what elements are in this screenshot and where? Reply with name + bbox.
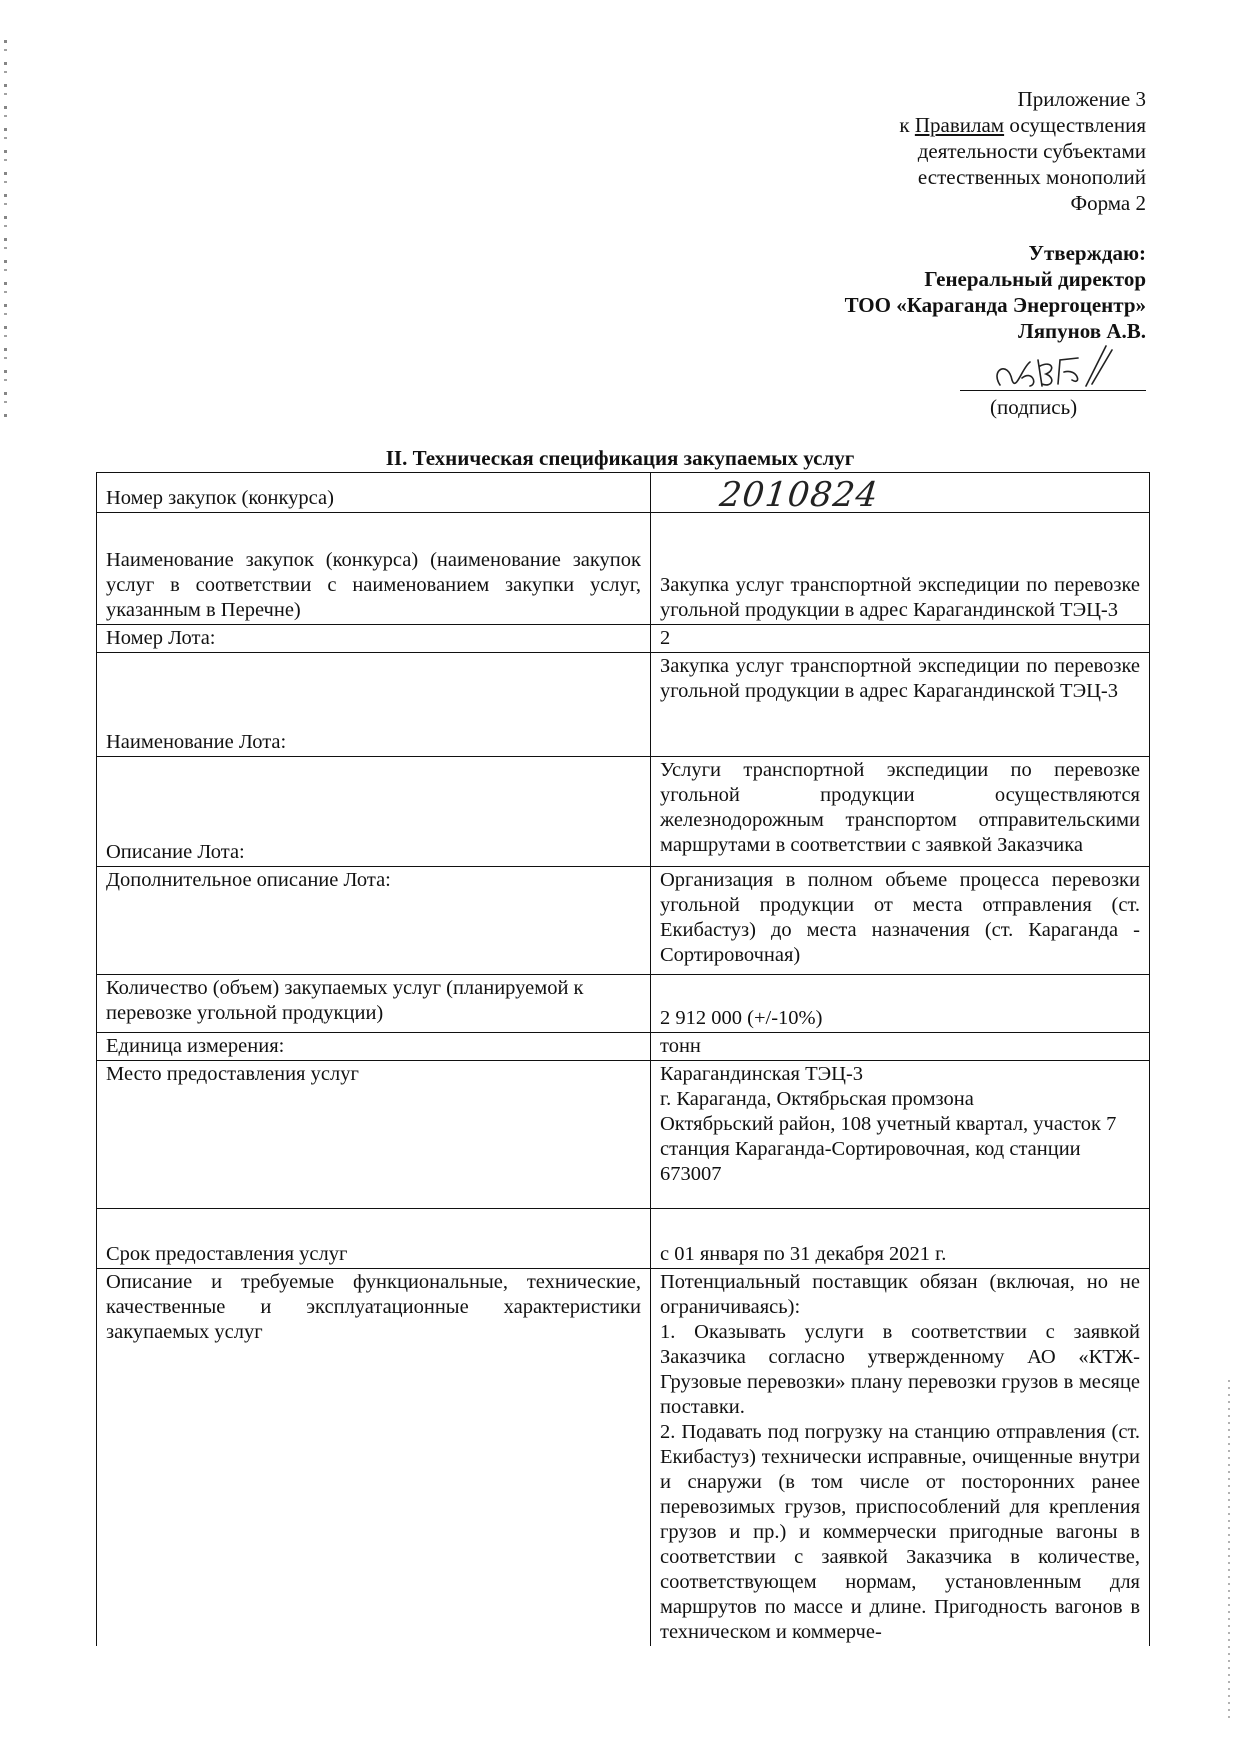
specification-table (96, 472, 1150, 1646)
table-row (97, 473, 1150, 513)
table-row (97, 1061, 1150, 1209)
approver-position: Генеральный директор (924, 267, 1146, 291)
appendix-line-5: Форма 2 (1070, 191, 1146, 215)
location-line: г. Караганда, Октябрьская промзона (660, 1088, 974, 1110)
row-label: Единица измерения: (97, 1033, 651, 1061)
appendix-header (899, 86, 1146, 216)
row-value: Закупка услуг транспортной экспедиции по перевозке угольной продукции в адрес Карагандинской ТЭЦ-3 (651, 653, 1150, 757)
location-line: Карагандинская ТЭЦ-3 (660, 1063, 864, 1085)
row-label: Наименование Лота: (97, 653, 651, 757)
approval-block (845, 240, 1146, 344)
row-label: Описание и требуемые функциональные, технические, качественные и эксплуатационные характеристики закупаемых услуг (97, 1269, 651, 1647)
row-value: Закупка услуг транспортной экспедиции по перевозке угольной продукции в адрес Карагандинской ТЭЦ-3 (651, 513, 1150, 625)
appendix-line-4: естественных монополий (917, 165, 1146, 189)
requirements-paragraph: Потенциальный поставщик обязан (включая, но не ограничиваясь): (660, 1271, 1140, 1318)
table-row (97, 625, 1150, 653)
signature-area (960, 340, 1150, 430)
table-row (97, 1209, 1150, 1269)
requirements-paragraph: 1. Оказывать услуги в соответствии с заявкой Заказчика согласно утвержденному АО «КТЖ-Грузовые перевозки» плану перевозки грузов в месяце поставки. (660, 1321, 1140, 1418)
approver-name: Ляпунов А.В. (1018, 319, 1146, 343)
handwritten-number: 2010824 (717, 475, 881, 515)
scan-edge-artifact-right (1228, 1380, 1230, 1720)
row-label: Срок предоставления услуг (97, 1209, 651, 1269)
row-value (651, 473, 1150, 513)
approve-heading: Утверждаю: (1028, 241, 1146, 265)
row-value (651, 1269, 1150, 1647)
appendix-line-2: к Правилам осуществления (899, 113, 1146, 137)
table-row (97, 1269, 1150, 1647)
signature-caption: (подпись) (990, 395, 1078, 419)
appendix-line-3: деятельности субъектами (917, 139, 1146, 163)
row-value: 2 (651, 625, 1150, 653)
table-row (97, 757, 1150, 867)
row-label: Место предоставления услуг (97, 1061, 651, 1209)
location-line: станция Караганда-Сортировочная, код станции 673007 (660, 1138, 1081, 1185)
row-value: Организация в полном объеме процесса перевозки угольной продукции от места отправления (ст. Екибастуз) до места назначения (ст. Караганда - Сортировочная) (651, 867, 1150, 975)
approver-company: ТОО «Караганда Энергоцентр» (844, 293, 1146, 317)
table-row (97, 975, 1150, 1033)
table-row (97, 867, 1150, 975)
row-label: Дополнительное описание Лота: (97, 867, 651, 975)
scan-edge-artifact (4, 40, 7, 420)
row-value: 2 912 000 (+/-10%) (651, 975, 1150, 1033)
requirements-paragraph: 2. Подавать под погрузку на станцию отправления (ст. Екибастуз) технически исправные, очищенные внутри и снаружи (в том числе от посторонних ранее перевозимых грузов, приспособлений для крепления грузов и пр.) и коммерчески пригодные вагоны в соответствии с заявкой Заказчика в количестве, соответствующем нормам, установленным для маршрутов по массе и длине. Пригодность вагонов в техническом и коммерче- (660, 1421, 1140, 1643)
appendix-line-1: Приложение 3 (1017, 87, 1146, 111)
row-label: Описание Лота: (97, 757, 651, 867)
handwritten-signature (960, 340, 1150, 395)
signature-line (960, 390, 1146, 391)
row-label: Наименование закупок (конкурса) (наименование закупок услуг в соответствии с наименованием закупки услуг, указанным в Перечне) (97, 513, 651, 625)
row-value: с 01 января по 31 декабря 2021 г. (651, 1209, 1150, 1269)
table-row (97, 653, 1150, 757)
row-label: Номер Лота: (97, 625, 651, 653)
row-label: Количество (объем) закупаемых услуг (планируемой к перевозке угольной продукции) (97, 975, 651, 1033)
table-row (97, 513, 1150, 625)
row-value (651, 1061, 1150, 1209)
rules-link: Правилам (914, 113, 1005, 137)
section-title: II. Техническая спецификация закупаемых услуг (385, 446, 855, 470)
table-row (97, 1033, 1150, 1061)
location-line: Октябрьский район, 108 учетный квартал, участок 7 (660, 1113, 1117, 1135)
row-label: Номер закупок (конкурса) (97, 473, 651, 513)
row-value: Услуги транспортной экспедиции по перевозке угольной продукции осуществляются железнодорожным транспортом отправительскими маршрутами в соответствии с заявкой Заказчика (651, 757, 1150, 867)
row-value: тонн (651, 1033, 1150, 1061)
